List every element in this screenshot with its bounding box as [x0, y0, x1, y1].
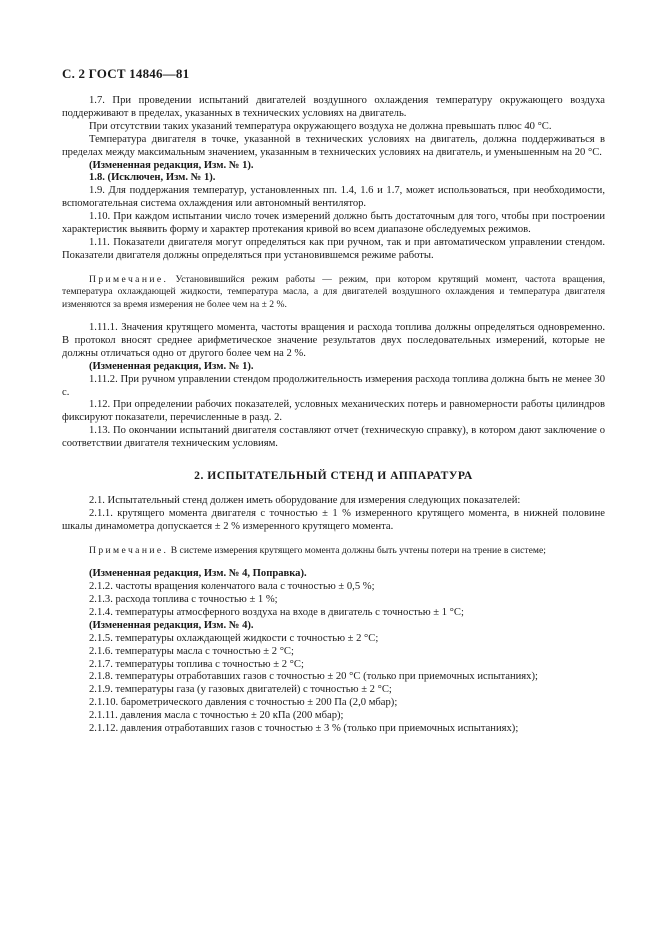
section-2-title: 2. ИСПЫТАТЕЛЬНЫЙ СТЕНД И АППАРАТУРА	[194, 469, 473, 483]
amendment-note: (Измененная редакция, Изм. № 1).	[89, 360, 254, 372]
paragraph-2-1-5: 2.1.5. температуры охлаждающей жидкости с точностью ± 2 °С;	[89, 632, 379, 644]
paragraph-1-13: 1.13. По окончании испытаний двигателя составляют отчет (техническую справку), в котором дают заключение о соответствии двигателя техническим условиям.	[62, 425, 605, 450]
paragraph-1-7-ambient-limit: При отсутствии таких указаний температура окружающего воздуха не должна превышать плюс 40 °С.	[89, 120, 552, 132]
note-text: В системе измерения крутящего момента должны быть учтены потери на трение в системе;	[168, 544, 546, 556]
paragraph-2-1-3: 2.1.3. расхода топлива с точностью ± 1 %;	[89, 594, 278, 605]
paragraph-1-12: 1.12. При определении рабочих показателей, условных механических потерь и равномерности работы цилиндров фиксируют показатели, перечисленные в разд. 2.	[62, 399, 605, 424]
paragraph-1-11-2: 1.11.2. При ручном управлении стендом продолжительность измерения расхода топлива должна быть не менее 30 с.	[62, 373, 605, 398]
note-text: Установившийся режим работы — режим, при котором крутящий момент, частота вращения, температура охлаждающей жидкости, температура масла, а для двигателей воздушного охлаждения и температура двигателя изменяются за время измерения не более чем на ± 2 %.	[62, 273, 605, 310]
amendment-note: (Измененная редакция, Изм. № 4).	[89, 619, 254, 631]
paragraph-1-11: 1.11. Показатели двигателя могут определяться как при ручном, так и при автоматическом управлении стендом. Показатели двигателя должны определяться при установившемся режиме работы.	[62, 236, 605, 261]
paragraph-1-7: 1.7. При проведении испытаний двигателей воздушного охлаждения температуру окружающего воздуха поддерживают в пределах, указанных в технических условиях на двигатель.	[62, 95, 605, 119]
paragraph-2-1-11: 2.1.11. давления масла с точностью ± 20 кПа (200 мбар);	[89, 710, 344, 722]
note-steady-state	[62, 274, 605, 311]
paragraph-2-1-7: 2.1.7. температуры топлива с точностью ± 2 °С;	[89, 658, 304, 670]
paragraph-2-1-1: 2.1.1. крутящего момента двигателя с точностью ± 1 % измеренного крутящего момента, в нижней половине шкалы динамометра допускается ± 2 % измеренного крутящего момента.	[62, 507, 605, 532]
paragraph-2-1: 2.1. Испытательный стенд должен иметь оборудование для измерения следующих показателей:	[89, 495, 521, 507]
amendment-note: (Измененная редакция, Изм. № 4, Поправка).	[89, 568, 307, 580]
page-header: С. 2 ГОСТ 14846—81	[62, 66, 190, 81]
note-torque-friction	[62, 545, 605, 557]
amendment-note: (Измененная редакция, Изм. № 1).	[89, 159, 254, 171]
paragraph-2-1-4: 2.1.4. температуры атмосферного воздуха на входе в двигатель с точностью ± 1 °С;	[89, 606, 464, 618]
paragraph-1-9: 1.9. Для поддержания температур, установленных пп. 1.4, 1.6 и 1.7, может использоваться, при необходимости, вспомогательная система охлаждения или автономный вентилятор.	[62, 185, 605, 210]
paragraph-1-8: 1.8. (Исключен, Изм. № 1).	[89, 172, 216, 184]
paragraph-2-1-10: 2.1.10. барометрического давления с точностью ± 200 Па (2,0 мбар);	[89, 697, 398, 709]
paragraph-1-11-1: 1.11.1. Значения крутящего момента, частоты вращения и расхода топлива должны определяться одновременно. В протокол вносят среднее арифметическое значение результатов двух последовательных измерений, которые не должны отличаться одно от другого более чем на 2 %.	[62, 322, 605, 359]
paragraph-2-1-8: 2.1.8. температуры отработавших газов с точностью ± 20 °С (только при приемочных испытаниях);	[89, 671, 538, 683]
paragraph-2-1-6: 2.1.6. температуры масла с точностью ± 2 °С;	[89, 645, 294, 657]
paragraph-1-7-engine-temperature: Температура двигателя в точке, указанной в технических условиях на двигатель, должна поддерживаться в пределах между максимальным значением, указанным в технических условиях на двигатель, и уменьшенным на 20 °С.	[62, 133, 605, 158]
paragraph-2-1-2: 2.1.2. частоты вращения коленчатого вала с точностью ± 0,5 %;	[89, 581, 375, 593]
note-label: Примечание.	[89, 544, 169, 556]
paragraph-2-1-9: 2.1.9. температуры газа (у газовых двигателей) с точностью ± 2 °С;	[89, 684, 392, 696]
paragraph-1-10: 1.10. При каждом испытании число точек измерений должно быть достаточным для того, чтобы при построении характеристик выявить форму и характер протекания кривой во всем диапазоне обследуемых режимов.	[62, 211, 605, 236]
section-2-body	[62, 495, 605, 736]
note-label: Примечание.	[89, 273, 169, 285]
section-1-continuation	[62, 95, 605, 451]
paragraph-2-1-12: 2.1.12. давления отработавших газов с точностью ± 3 % (только при приемочных испытаниях);	[89, 723, 519, 735]
